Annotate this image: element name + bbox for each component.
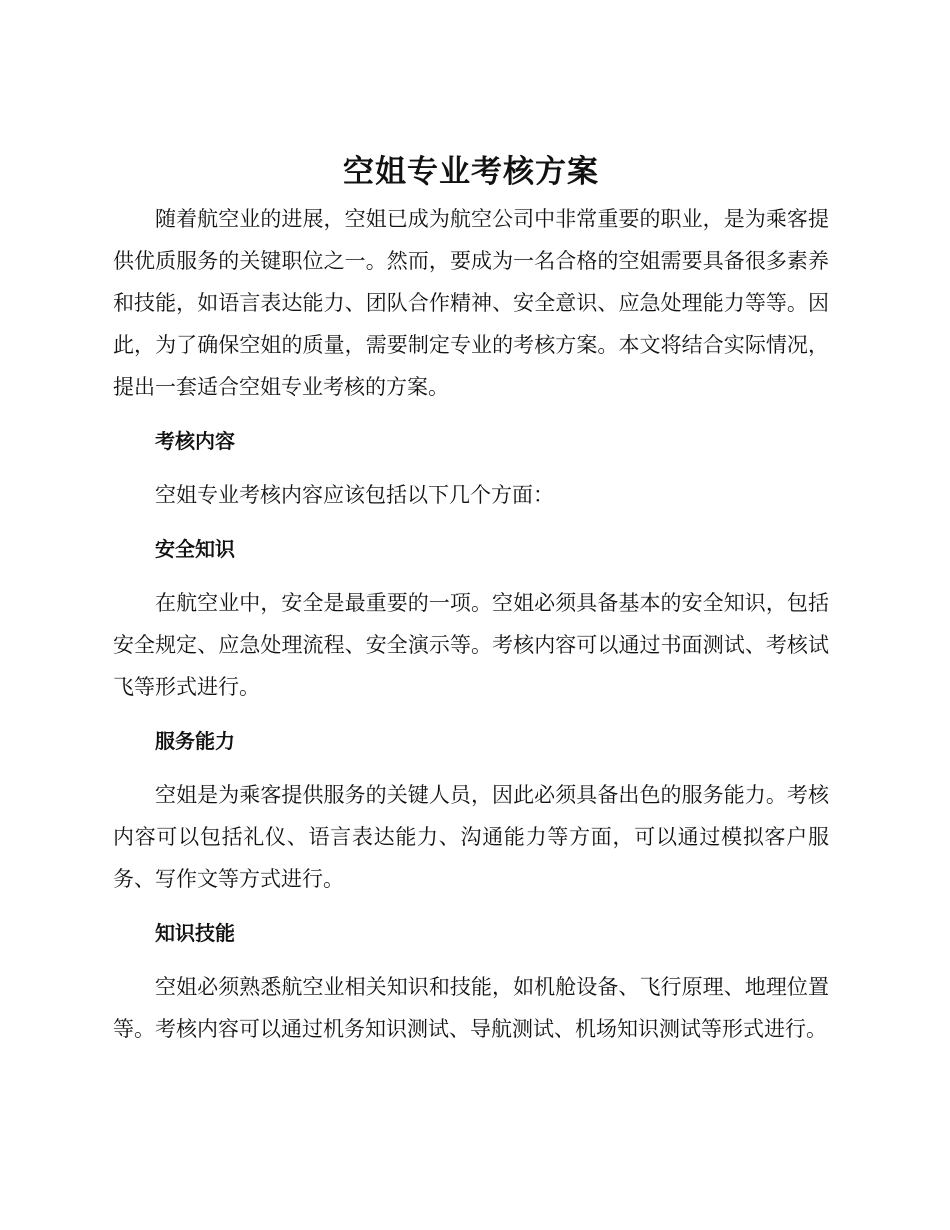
document-page: [113, 150, 829, 1050]
section-body-assessment-content: 空姐专业考核内容应该包括以下几个方面：: [155, 483, 554, 507]
section-heading-knowledge-skills: 知识技能: [155, 921, 235, 945]
section-heading-safety-knowledge: 安全知识: [155, 537, 235, 561]
section-body-service-ability: 空姐是为乘客提供服务的关键人员，因此必须具备出色的服务能力。考核内容可以包括礼仪、语言表达能力、沟通能力等方面，可以通过模拟客户服务、写作文等方式进行。: [113, 783, 829, 891]
document-title: 空姐专业考核方案: [343, 154, 599, 190]
section-body-knowledge-skills: 空姐必须熟悉航空业相关知识和技能，如机舱设备、飞行原理、地理位置等。考核内容可以通过机务知识测试、导航测试、机场知识测试等形式进行。: [113, 975, 829, 1041]
section-heading-service-ability: 服务能力: [155, 729, 235, 753]
section-body-safety-knowledge: 在航空业中，安全是最重要的一项。空姐必须具备基本的安全知识，包括安全规定、应急处理流程、安全演示等。考核内容可以通过书面测试、考核试飞等形式进行。: [113, 591, 829, 699]
intro-paragraph: 随着航空业的进展，空姐已成为航空公司中非常重要的职业，是为乘客提供优质服务的关键职位之一。然而，要成为一名合格的空姐需要具备很多素养和技能，如语言表达能力、团队合作精神、安全意识、应急处理能力等等。因此，为了确保空姐的质量，需要制定专业的考核方案。本文将结合实际情况，提出一套适合空姐专业考核的方案。: [113, 207, 829, 399]
section-heading-assessment-content: 考核内容: [155, 429, 235, 453]
